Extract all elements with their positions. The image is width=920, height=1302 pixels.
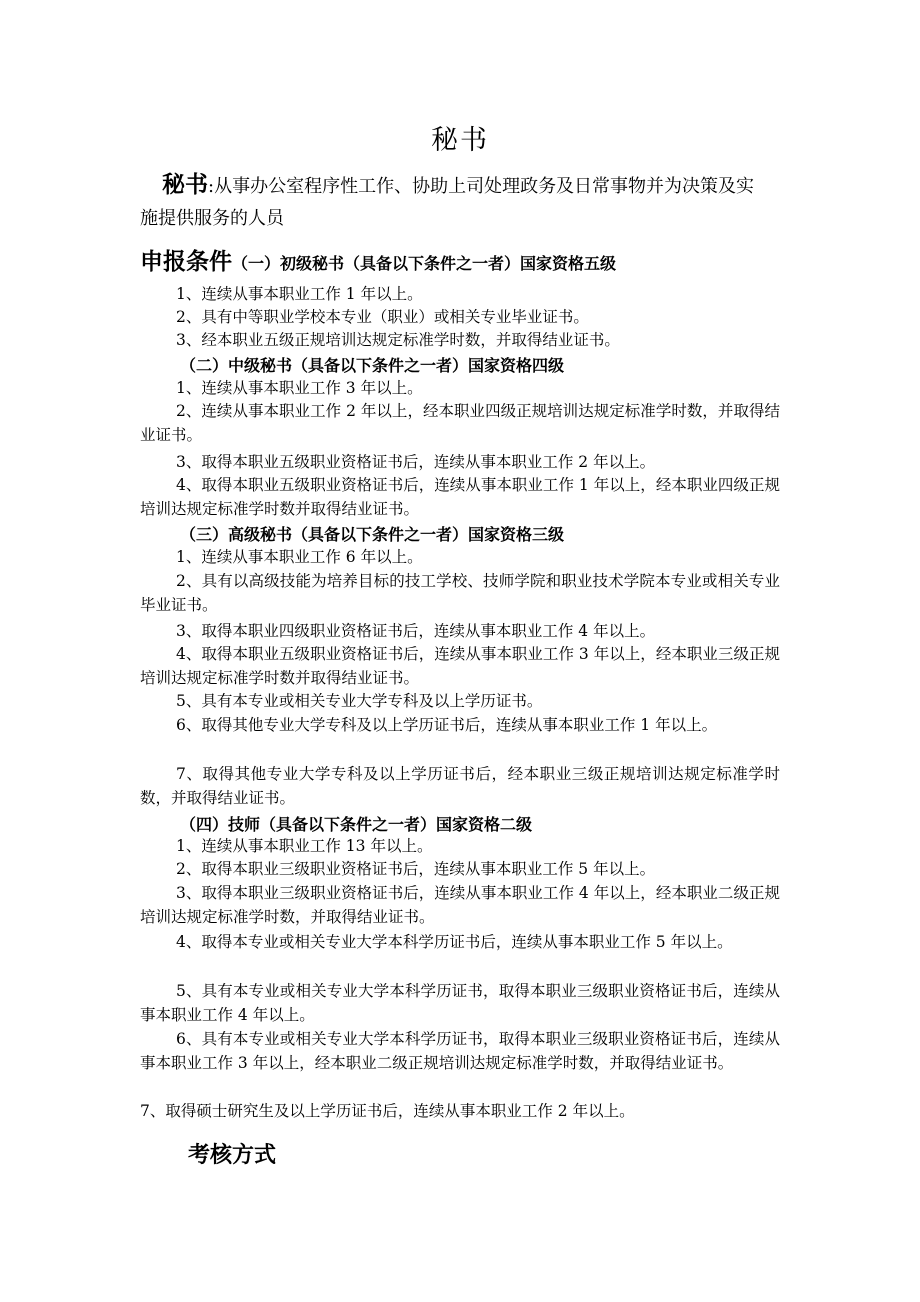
- list-item: 2、具有以高级技能为培养目标的技工学校、技师学院和职业技术学院本专业或相关专业毕业证书。: [140, 572, 780, 614]
- list-item: 6、具有本专业或相关专业大学本科学历证书，取得本职业三级职业资格证书后，连续从事本职业工作 3 年以上，经本职业二级正规培训达规定标准学时数，并取得结业证书。: [140, 1030, 780, 1072]
- list-item: 6、取得其他专业大学专科及以上学历证书后，连续从事本职业工作 1 年以上。: [176, 716, 718, 734]
- intro-line-1: [162, 170, 754, 202]
- list-item: 2、具有中等职业学校本专业（职业）或相关专业毕业证书。: [176, 308, 589, 326]
- level-2-heading: （二）中级秘书（具备以下条件之一者）国家资格四级: [180, 356, 565, 375]
- level-1-heading: （一）初级秘书（具备以下条件之一者）国家资格五级: [232, 254, 617, 273]
- list-item: 4、取得本专业或相关专业大学本科学历证书后，连续从事本职业工作 5 年以上。: [176, 933, 733, 951]
- list-item: 1、连续从事本职业工作 1 年以上。: [176, 285, 423, 303]
- level-3-heading: （三）高级秘书（具备以下条件之一者）国家资格三级: [180, 525, 565, 544]
- list-item: 3、取得本职业四级职业资格证书后，连续从事本职业工作 4 年以上。: [176, 622, 656, 640]
- level-4-heading: （四）技师（具备以下条件之一者）国家资格二级: [180, 815, 533, 834]
- intro-definition: :从事办公室程序性工作、协助上司处理政务及日常事物并为决策及实: [208, 176, 755, 197]
- list-item: 3、取得本职业五级职业资格证书后，连续从事本职业工作 2 年以上。: [176, 453, 656, 471]
- list-item: 5、具有本专业或相关专业大学本科学历证书，取得本职业三级职业资格证书后，连续从事本职业工作 4 年以上。: [140, 982, 780, 1024]
- list-item: 1、连续从事本职业工作 13 年以上。: [176, 837, 433, 855]
- intro-lead-term: 秘书: [162, 172, 208, 198]
- list-item: 4、取得本职业五级职业资格证书后，连续从事本职业工作 3 年以上，经本职业三级正规培训达规定标准学时数并取得结业证书。: [140, 645, 780, 687]
- list-item: 1、连续从事本职业工作 3 年以上。: [176, 379, 423, 397]
- list-item: 5、具有本专业或相关专业大学专科及以上学历证书。: [176, 692, 543, 710]
- intro-line-2: 施提供服务的人员: [140, 208, 284, 229]
- page-title: 秘书: [431, 125, 489, 156]
- list-item: 7、取得其他专业大学专科及以上学历证书后，经本职业三级正规培训达规定标准学时数，并取得结业证书。: [140, 765, 780, 807]
- list-item: 2、连续从事本职业工作 2 年以上，经本职业四级正规培训达规定标准学时数，并取得结业证书。: [140, 402, 780, 444]
- list-item: 3、经本职业五级正规培训达规定标准学时数，并取得结业证书。: [176, 331, 620, 349]
- list-item: 4、取得本职业五级职业资格证书后，连续从事本职业工作 1 年以上，经本职业四级正规培训达规定标准学时数并取得结业证书。: [140, 476, 780, 518]
- requirements-title: 申报条件: [140, 249, 232, 275]
- requirements-heading: [140, 243, 616, 276]
- list-item: 1、连续从事本职业工作 6 年以上。: [176, 548, 423, 566]
- list-item: 2、取得本职业三级职业资格证书后，连续从事本职业工作 5 年以上。: [176, 860, 656, 878]
- list-item: 3、取得本职业三级职业资格证书后，连续从事本职业工作 4 年以上，经本职业二级正规培训达规定标准学时数，并取得结业证书。: [140, 884, 780, 926]
- list-item: 7、取得硕士研究生及以上学历证书后，连续从事本职业工作 2 年以上。: [140, 1102, 635, 1120]
- exam-method-heading: 考核方式: [188, 1143, 277, 1168]
